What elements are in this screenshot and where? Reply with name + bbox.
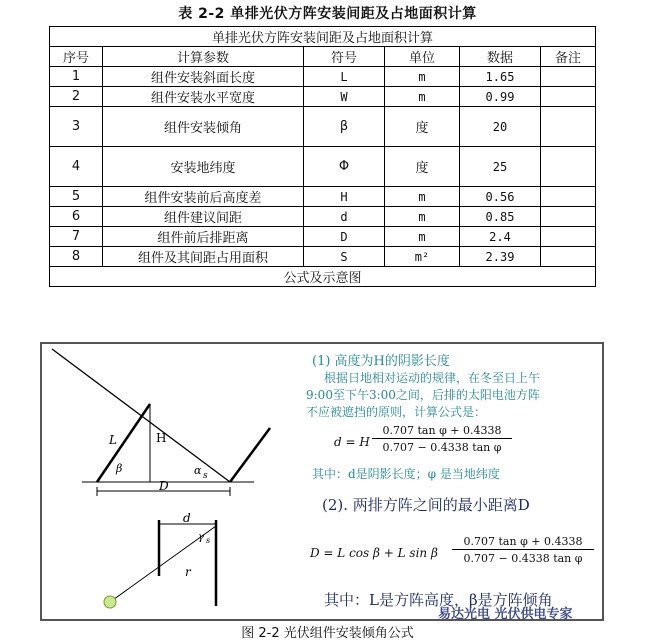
row-unit: m [385,207,460,227]
row-value: 2.39 [460,247,541,267]
row-symbol: d [304,207,385,227]
watermark: 易达光电 光伏供电专家 [438,607,573,622]
row-no: 7 [50,227,103,247]
row-param: 组件安装倾角 [103,107,304,147]
label-gamma: γ [198,532,204,543]
label-s: s [203,471,208,481]
row-note [541,187,596,207]
formula1-numerator: 0.707 tan φ + 0.4338 [372,424,512,439]
row-note [541,87,596,107]
row-value: 0.85 [460,207,541,227]
formula1-lhs: d = H [334,435,370,449]
note-shadow: 其中：d是阴影长度；φ 是当地纬度 [312,467,500,481]
row-note [541,247,596,267]
table-row [50,187,596,207]
front-panel [97,404,150,482]
rear-panel [230,428,270,482]
para-line-3: 不应被遮挡的原则，计算公式是： [306,405,487,419]
table-title: 单排光伏方阵安装间距及占地面积计算 [50,27,596,47]
row-no: 1 [50,67,103,87]
label-r: r [185,565,191,579]
table-row [50,227,596,247]
row-symbol: H [304,187,385,207]
row-unit: m [385,87,460,107]
header-unit: 单位 [385,47,460,67]
row-symbol: β [304,107,385,147]
row-param: 组件安装水平宽度 [103,87,304,107]
row-no: 8 [50,247,103,267]
note-distance: 其中：L是方阵高度，β是方阵倾角 [324,591,553,609]
label-d: d [183,511,191,525]
table-row [50,247,596,267]
row-param: 组件安装前后高度差 [103,187,304,207]
formula2-numerator: 0.707 tan φ + 0.4338 [452,535,594,550]
row-unit: m [385,187,460,207]
row-param: 组件及其间距占用面积 [103,247,304,267]
row-value: 0.56 [460,187,541,207]
table-row [50,107,596,147]
row-note [541,67,596,87]
header-param: 计算参数 [103,47,304,67]
row-note [541,207,596,227]
label-alpha: α [194,464,202,477]
row-symbol: Φ [304,147,385,187]
header-note: 备注 [541,47,596,67]
distance-heading: (2). 两排方阵之间的最小距离D [322,496,530,514]
row-symbol: D [304,227,385,247]
label-L: L [109,433,117,447]
figure-caption: 图 2-2 光伏组件安装倾角公式 [241,626,414,641]
row-value: 25 [460,147,541,187]
row-symbol: L [304,67,385,87]
figure-panel [40,342,604,621]
row-no: 3 [50,107,103,147]
row-note [541,227,596,247]
row-value: 1.65 [460,67,541,87]
row-value: 2.4 [460,227,541,247]
table-row [50,207,596,227]
row-unit: 度 [385,147,460,187]
label-beta: β [116,462,123,475]
row-symbol: W [304,87,385,107]
shadow-heading: (1) 高度为H的阴影长度 [312,354,450,369]
para-line-2: 9:00至下午3:00之间，后排的太阳电池方阵 [306,388,540,402]
table-row [50,147,596,187]
row-param: 组件建议间距 [103,207,304,227]
formula2-denominator: 0.707 − 0.4338 tan φ [463,552,583,565]
header-symbol: 符号 [304,47,385,67]
header-value: 数据 [460,47,541,67]
table-footer: 公式及示意图 [50,267,596,287]
table-row [50,67,596,87]
row-no: 2 [50,87,103,107]
formula2-lhs: D = L cos β + L sin β [310,546,438,560]
table-caption: 表 2-2 单排光伏方阵安装间距及占地面积计算 [178,6,477,22]
label-D: D [159,479,169,493]
row-value: 0.99 [460,87,541,107]
label-H: H [156,431,167,445]
row-unit: m [385,227,460,247]
para-line-1: 根据日地相对运动的规律，在冬至日上午 [324,371,541,385]
row-unit: m² [385,247,460,267]
row-no: 5 [50,187,103,207]
header-no: 序号 [50,47,103,67]
label-gamma-s: s [206,536,211,545]
row-unit: m [385,67,460,87]
row-symbol: S [304,247,385,267]
calc-table [49,26,596,287]
sun-icon [104,596,116,608]
row-param: 组件前后排距离 [103,227,304,247]
row-param: 安装地纬度 [103,147,304,187]
formula1-denominator: 0.707 − 0.4338 tan φ [382,441,502,454]
row-no: 4 [50,147,103,187]
row-note [541,107,596,147]
row-note [541,147,596,187]
row-unit: 度 [385,107,460,147]
row-param: 组件安装斜面长度 [103,67,304,87]
row-no: 6 [50,207,103,227]
table-row [50,87,596,107]
row-value: 20 [460,107,541,147]
